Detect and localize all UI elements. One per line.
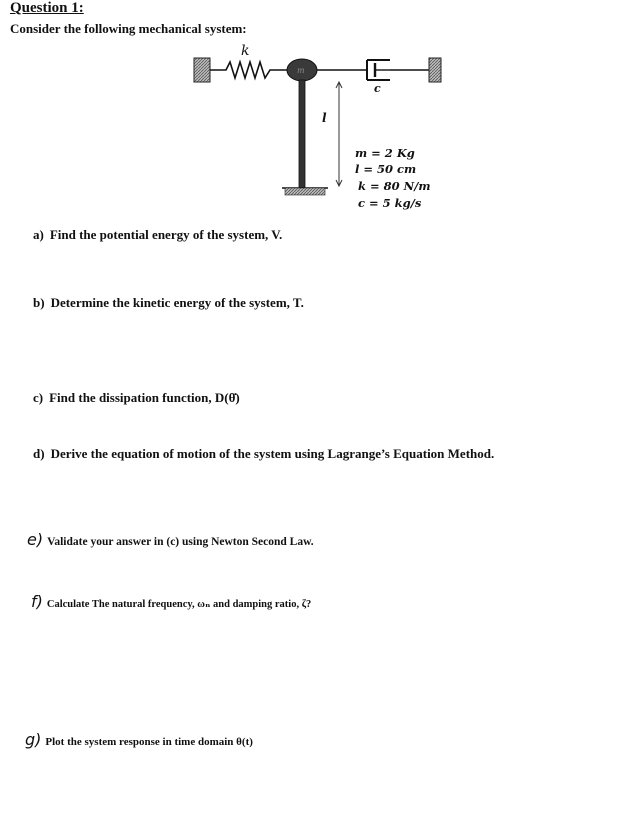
question-e xyxy=(27,530,314,549)
question-d-text: Derive the equation of motion of the system using Lagrange’s Equation Method. xyxy=(50,446,495,461)
question-f-text: Calculate The natural frequency, ωₙ and damping ratio, ζ? xyxy=(46,599,312,610)
question-a xyxy=(33,227,282,243)
question-f xyxy=(31,592,311,611)
pendulum-rod xyxy=(299,80,305,188)
question-e-text: Validate your answer in (c) using Newton Second Law. xyxy=(47,536,314,548)
question-a-text: Find the potential energy of the system, V. xyxy=(49,227,283,242)
question-c-label: c) xyxy=(33,390,44,405)
question-g-label: g) xyxy=(25,730,42,749)
question-b-text: Determine the kinetic energy of the system, T. xyxy=(50,295,304,310)
question-f-label: f) xyxy=(31,592,43,611)
param-stiffness: k = 80 N/m xyxy=(358,179,431,193)
mechanical-system-diagram xyxy=(0,0,619,230)
damper-label: c xyxy=(374,82,381,95)
left-wall xyxy=(194,58,210,82)
question-b-label: b) xyxy=(33,295,45,310)
ground-base xyxy=(285,188,325,195)
question-e-label: e) xyxy=(27,530,44,549)
question-heading: Question 1: xyxy=(10,0,84,16)
question-d-label: d) xyxy=(33,446,45,461)
spring-label: k xyxy=(241,43,250,59)
question-c xyxy=(33,390,240,406)
right-wall xyxy=(429,58,441,82)
question-a-label: a) xyxy=(33,227,44,242)
length-dimension xyxy=(336,82,342,186)
param-length: l = 50 cm xyxy=(355,162,417,176)
param-damping: c = 5 kg/s xyxy=(358,196,422,210)
damper xyxy=(367,60,429,80)
intro-text: Consider the following mechanical system: xyxy=(10,21,247,36)
question-g-text: Plot the system response in time domain θ(t) xyxy=(45,736,253,748)
length-label: l xyxy=(322,111,327,125)
spring xyxy=(210,62,288,78)
question-d xyxy=(33,446,494,462)
question-g xyxy=(25,730,253,749)
question-b xyxy=(33,295,304,311)
param-mass: m = 2 Kg xyxy=(355,146,415,160)
question-c-text: Find the dissipation function, D(θ̇) xyxy=(49,390,240,405)
mass-label: m xyxy=(297,66,305,75)
